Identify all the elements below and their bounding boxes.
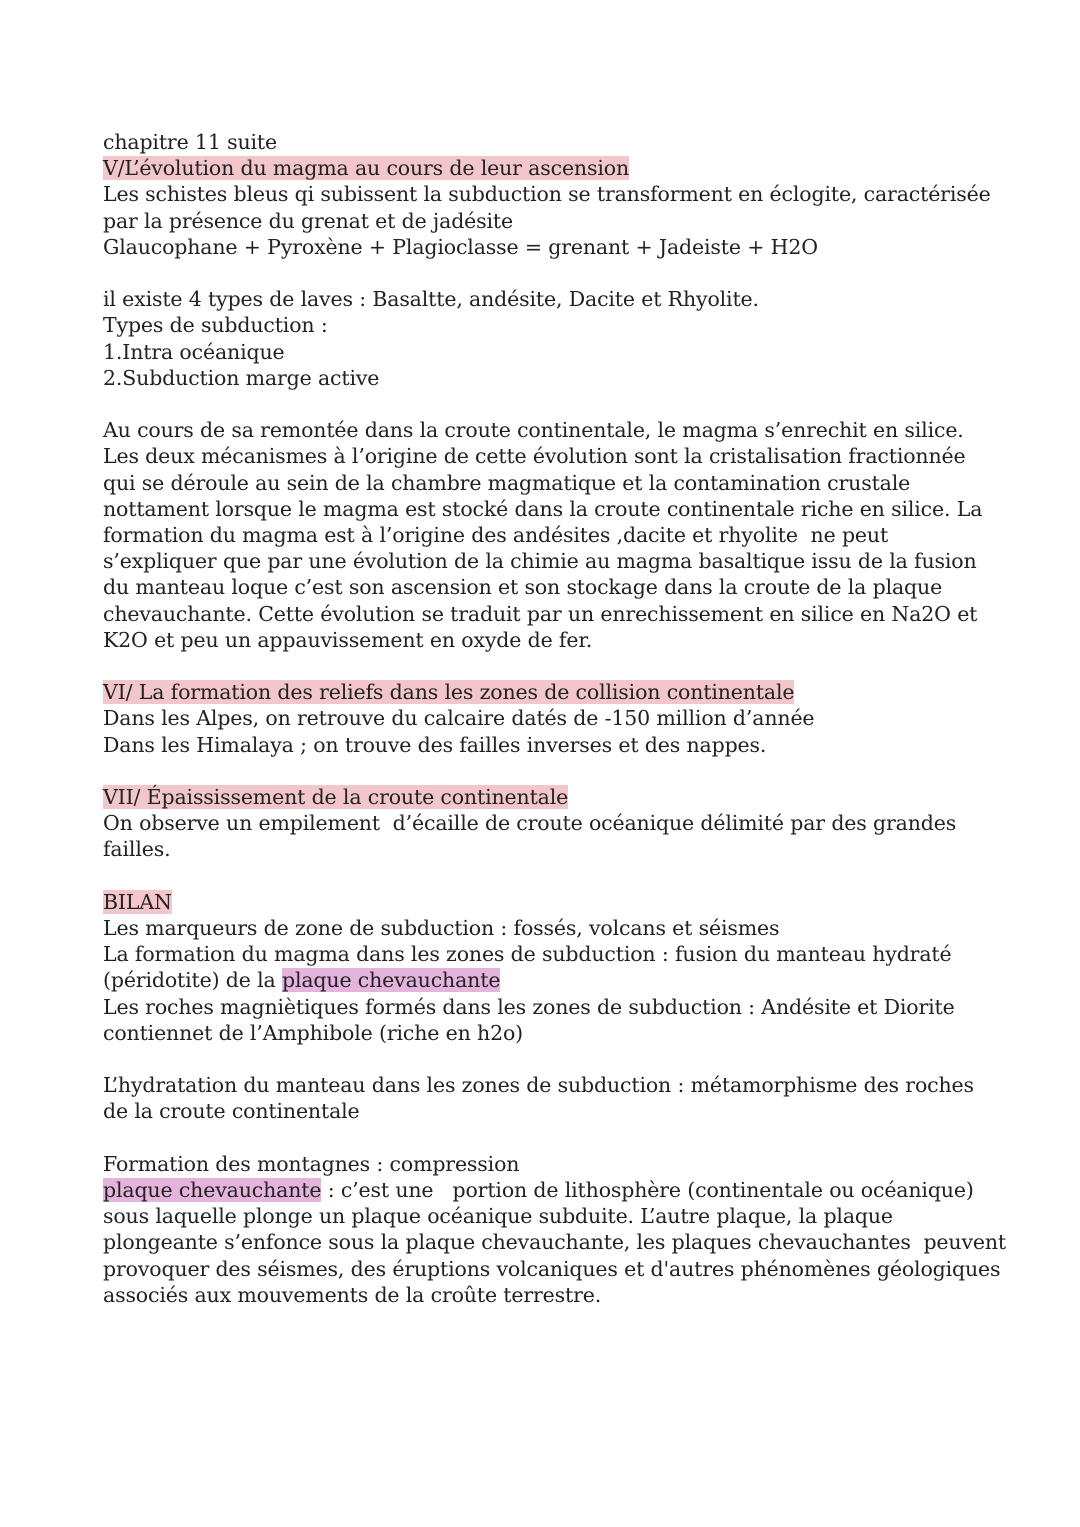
paragraph-line: On observe un empilement d’écaille de croute océanique délimité par des grandes (103, 811, 957, 836)
paragraph-line: Dans les Himalaya ; on trouve des failles inverses et des nappes. (103, 732, 767, 757)
paragraph-line: sous laquelle plonge un plaque océanique subduite. L’autre plaque, la plaque (103, 1204, 893, 1229)
equation-line: Glaucophane + Pyroxène + Plagioclasse = grenant + Jadeiste + H2O (103, 234, 818, 259)
line-text: : c’est une portion de lithosphère (continentale ou océanique) (321, 1178, 974, 1203)
blank-line (103, 391, 993, 417)
heading-highlight: VI/ La formation des reliefs dans les zones de collision continentale (103, 680, 795, 705)
paragraph-line: de la croute continentale (103, 1099, 360, 1124)
paragraph-line: contiennet de l’Amphibole (riche en h2o) (103, 1020, 524, 1045)
paragraph-line: Dans les Alpes, on retrouve du calcaire datés de -150 million d’année (103, 706, 815, 731)
blank-line (103, 758, 993, 784)
paragraph-line: s’expliquer que par une évolution de la chimie au magma basaltique issu de la fusion (103, 549, 977, 574)
list-item: 1.Intra océanique (103, 339, 285, 364)
paragraph-line (103, 967, 993, 993)
paragraph-line: La formation du magma dans les zones de subduction : fusion du manteau hydraté (103, 942, 952, 967)
heading-highlight: BILAN (103, 889, 172, 914)
term-highlight: plaque chevauchante (103, 1178, 322, 1203)
line-text: (péridotite) de la (103, 968, 282, 993)
paragraph-line: Formation des montagnes : compression (103, 1151, 520, 1176)
paragraph-line: Les schistes bleus qi subissent la subduction se transforment en éclogite, caractérisée (103, 182, 991, 207)
paragraph-line: Les roches magniètiques formés dans les zones de subduction : Andésite et Diorite (103, 994, 955, 1019)
paragraph-line: nottament lorsque le magma est stocké dans la croute continentale riche en silice. La (103, 496, 983, 521)
heading-highlight: VII/ Épaississement de la croute continentale (103, 785, 569, 810)
definition-line (103, 1177, 993, 1203)
section-heading-bilan (103, 889, 993, 915)
paragraph-line: chevauchante. Cette évolution se traduit par un enrechissement en silice en Na2O et (103, 601, 978, 626)
chapter-label: chapitre 11 suite (103, 130, 277, 154)
paragraph-line: K2O et peu un appauvissement en oxyde de fer. (103, 627, 593, 652)
paragraph-line: Les deux mécanismes à l’origine de cette évolution sont la cristalisation fractionnée (103, 444, 966, 469)
paragraph-line: du manteau loque c’est son ascension et son stockage dans la croute de la plaque (103, 575, 943, 600)
paragraph-line: formation du magma est à l’origine des andésites ,dacite et rhyolite ne peut (103, 523, 889, 548)
paragraph-line: qui se déroule au sein de la chambre magmatique et la contamination crustale (103, 470, 911, 495)
paragraph-line: associés aux mouvements de la croûte terrestre. (103, 1282, 602, 1307)
document-body (103, 129, 1007, 1308)
paragraph-line: Au cours de sa remontée dans la croute continentale, le magma s’enrechit en silice. (103, 418, 964, 443)
paragraph-line: Types de subduction : (103, 313, 328, 338)
paragraph-line: provoquer des séismes, des éruptions volcaniques et d'autres phénomènes géologiques (103, 1256, 1001, 1281)
paragraph-line: Les marqueurs de zone de subduction : fossés, volcans et séismes (103, 916, 780, 941)
paragraph-line: par la présence du grenat et de jadésite (103, 208, 514, 233)
blank-line (103, 1125, 993, 1151)
paragraph-line: failles. (103, 837, 171, 862)
section-heading-v (103, 155, 993, 181)
paragraph-line: il existe 4 types de laves : Basaltte, andésite, Dacite et Rhyolite. (103, 287, 759, 312)
section-heading-vi (103, 679, 993, 705)
term-highlight: plaque chevauchante (281, 968, 501, 993)
paragraph-line: plongeante s’enfonce sous la plaque chevauchante, les plaques chevauchantes peuvent (103, 1230, 1007, 1255)
section-heading-vii (103, 784, 993, 810)
heading-highlight: V/L’évolution du magma au cours de leur ascension (103, 156, 630, 181)
blank-line (103, 863, 993, 889)
list-item: 2.Subduction marge active (103, 365, 380, 390)
paragraph-line: L’hydratation du manteau dans les zones de subduction : métamorphisme des roches (103, 1073, 974, 1098)
blank-line (103, 653, 993, 679)
blank-line (103, 1046, 993, 1072)
blank-line (103, 260, 993, 286)
